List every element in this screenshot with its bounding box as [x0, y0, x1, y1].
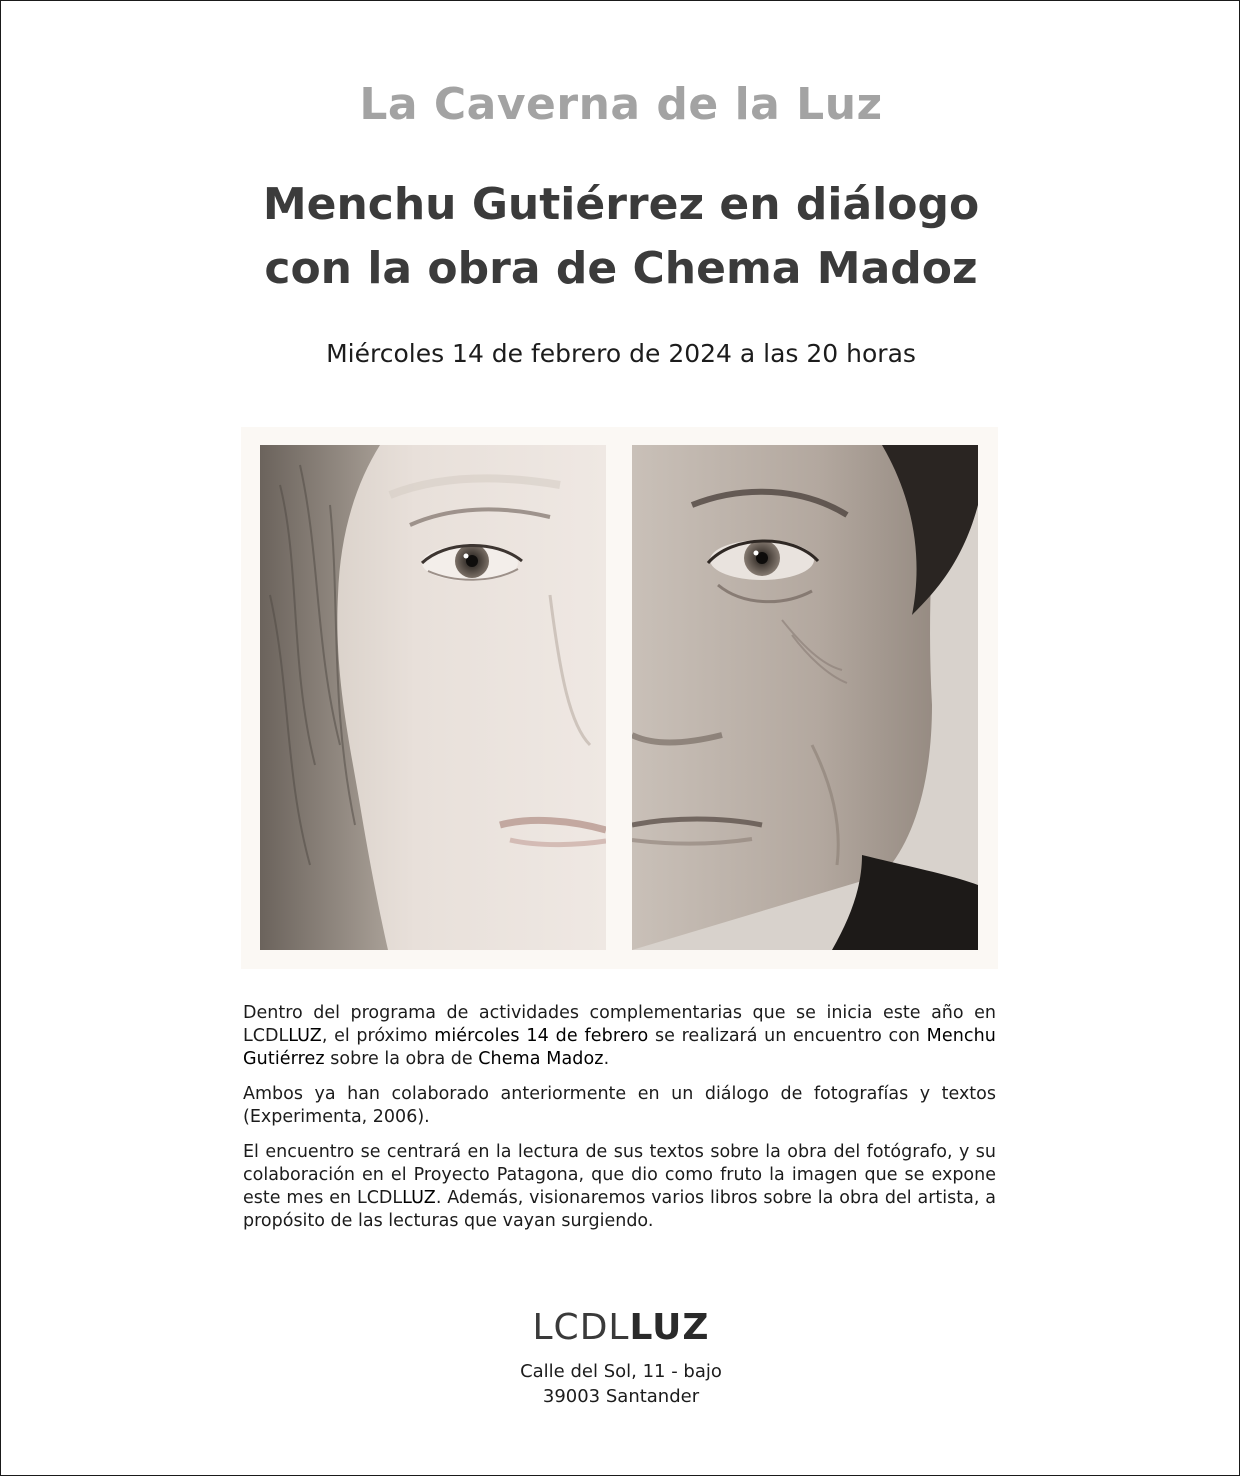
p3-text-c: . Además, visionaremos varios libros sobre la obra del artista, a propósito de las lecturas que vayan surgiendo. [243, 1188, 997, 1231]
p1-text-b: LUZ [288, 1026, 322, 1046]
paragraph-1 [243, 1002, 996, 1071]
event-title [1, 173, 1240, 301]
lcdlluz-logo [1, 1307, 1240, 1348]
logo-light-part: LCDL [532, 1307, 630, 1348]
p1-text-e: se realizará un encuentro con [648, 1026, 927, 1046]
paragraph-2: Ambos ya han colaborado anteriormente en un diálogo de fotografías y textos (Experimenta, 2006). [243, 1084, 996, 1127]
venue-name: La Caverna de la Luz [359, 79, 883, 130]
p1-date-highlight: miércoles 14 de febrero [434, 1026, 649, 1046]
paragraph-3 [243, 1141, 996, 1233]
p1-artist-highlight: Chema Madoz [478, 1049, 604, 1069]
p3-text-b: LUZ [402, 1188, 436, 1208]
event-datetime: Miércoles 14 de febrero de 2024 a las 20 horas [326, 339, 916, 368]
address-line-2: 39003 Santander [542, 1386, 700, 1407]
p1-text-c: , el próximo [321, 1026, 435, 1046]
p1-text-g: sobre la obra de [324, 1049, 479, 1069]
p1-author-highlight: Menchu Gutiérrez [243, 1026, 996, 1069]
photo-frame [241, 427, 998, 969]
p1-text-i: . [603, 1049, 610, 1069]
venue-address [1, 1359, 1240, 1409]
portrait-left-image [260, 445, 606, 950]
p1-text-a: Dentro del programa de actividades complementarias que se inicia este año en LCDL [243, 1003, 996, 1046]
logo-bold-part: LUZ [629, 1307, 710, 1348]
event-description [243, 1002, 996, 1245]
address-line-1: Calle del Sol, 11 - bajo [520, 1361, 722, 1382]
event-title-line-1: Menchu Gutiérrez en diálogo [262, 179, 980, 230]
portrait-right-image [632, 445, 978, 950]
event-title-line-2: con la obra de Chema Madoz [264, 243, 978, 294]
p3-text-a: El encuentro se centrará en la lectura de sus textos sobre la obra del fotógrafo, y su colaboración en el Proyecto Patagona, que dio como fruto la imagen que se expone este mes en LCDL [243, 1142, 996, 1208]
